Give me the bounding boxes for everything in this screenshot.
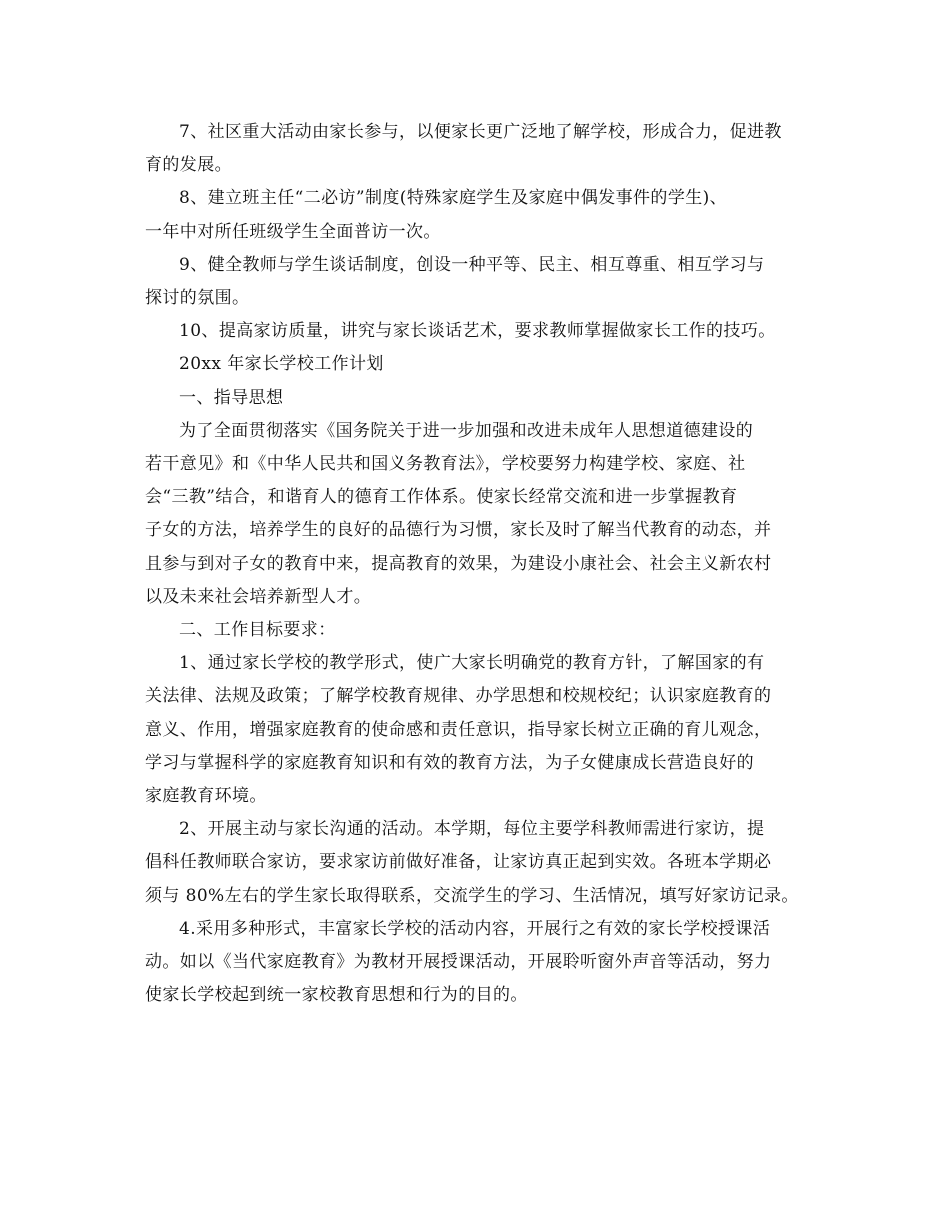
- section-title-text: 20xx 年家长学校工作计划: [179, 354, 384, 375]
- text-line: 4.采用多种形式，丰富家长学校的活动内容，开展行之有效的家长学校授课活: [179, 918, 771, 939]
- text-line: 学习与掌握科学的家庭教育知识和有效的教育方法，为子女健康成长营造良好的: [145, 752, 754, 773]
- text-line: 动。如以《当代家庭教育》为教材开展授课活动，开展聆听窗外声音等活动，努力: [145, 952, 772, 973]
- text-line: 以及未来社会培养新型人才。: [145, 586, 372, 607]
- text-line: 若干意见》和《中华人民共和国义务教育法》，学校要努力构建学校、家庭、社: [145, 454, 746, 475]
- paragraph-item-7: [145, 116, 805, 182]
- text-line: 2、开展主动与家长沟通的活动。本学期，每位主要学科教师需进行家访，提: [179, 819, 765, 840]
- paragraph-item-8: [145, 182, 805, 248]
- heading-work-goals: [145, 614, 805, 647]
- paragraph-goal-1: [145, 647, 805, 813]
- text-line: 家庭教育环境。: [145, 786, 267, 807]
- text-line: 意义、作用，增强家庭教育的使命感和责任意识，指导家长树立正确的育儿观念，: [145, 719, 772, 740]
- text-line: 且参与到对子女的教育中来，提高教育的效果，为建设小康社会、社会主义新农村: [145, 553, 772, 574]
- text-line: 探讨的氛围。: [145, 288, 250, 309]
- text-line: 关法律、法规及政策；了解学校教育规律、办学思想和校规校纪；认识家庭教育的: [145, 686, 772, 707]
- document-body: [145, 116, 805, 1012]
- heading-guiding-ideology: [145, 382, 805, 415]
- heading-text: 二、工作目标要求：: [179, 620, 336, 641]
- paragraph-goal-2: [145, 813, 805, 913]
- text-line: 10、提高家访质量，讲究与家长谈话艺术，要求教师掌握做家长工作的技巧。: [179, 321, 776, 342]
- text-line: 一年中对所任班级学生全面普访一次。: [145, 221, 441, 242]
- text-line: 会“三教”结合，和谐育人的德育工作体系。使家长经常交流和进一步掌握教育: [145, 487, 738, 508]
- text-line: 9、健全教师与学生谈话制度，创设一种平等、民主、相互尊重、相互学习与: [179, 254, 765, 275]
- text-line: 7、社区重大活动由家长参与，以便家长更广泛地了解学校，形成合力，促进教: [179, 122, 782, 142]
- paragraph-guiding-ideology: [145, 415, 805, 614]
- text-line: 使家长学校起到统一家校教育思想和行为的目的。: [145, 985, 528, 1006]
- text-line: 育的发展。: [145, 155, 232, 176]
- section-title: [145, 348, 805, 381]
- text-line: 1、通过家长学校的教学形式，使广大家长明确党的教育方针，了解国家的有: [179, 653, 765, 674]
- heading-text: 一、指导思想: [179, 387, 284, 408]
- text-line: 为了全面贯彻落实《国务院关于进一步加强和改进未成年人思想道德建设的: [179, 420, 754, 441]
- paragraph-goal-4: [145, 913, 805, 1013]
- text-line: 倡科任教师联合家访，要求家访前做好准备，让家访真正起到实效。各班本学期必: [145, 852, 772, 873]
- text-line: 须与 80%左右的学生家长取得联系，交流学生的学习、生活情况，填写好家访记录。: [145, 885, 799, 906]
- paragraph-item-9: [145, 249, 805, 315]
- text-line: 8、建立班主任“二必访”制度(特殊家庭学生及家庭中偶发事件的学生)、: [179, 188, 728, 209]
- text-line: 子女的方法，培养学生的良好的品德行为习惯，家长及时了解当代教育的动态，并: [145, 520, 772, 541]
- paragraph-item-10: [145, 315, 805, 348]
